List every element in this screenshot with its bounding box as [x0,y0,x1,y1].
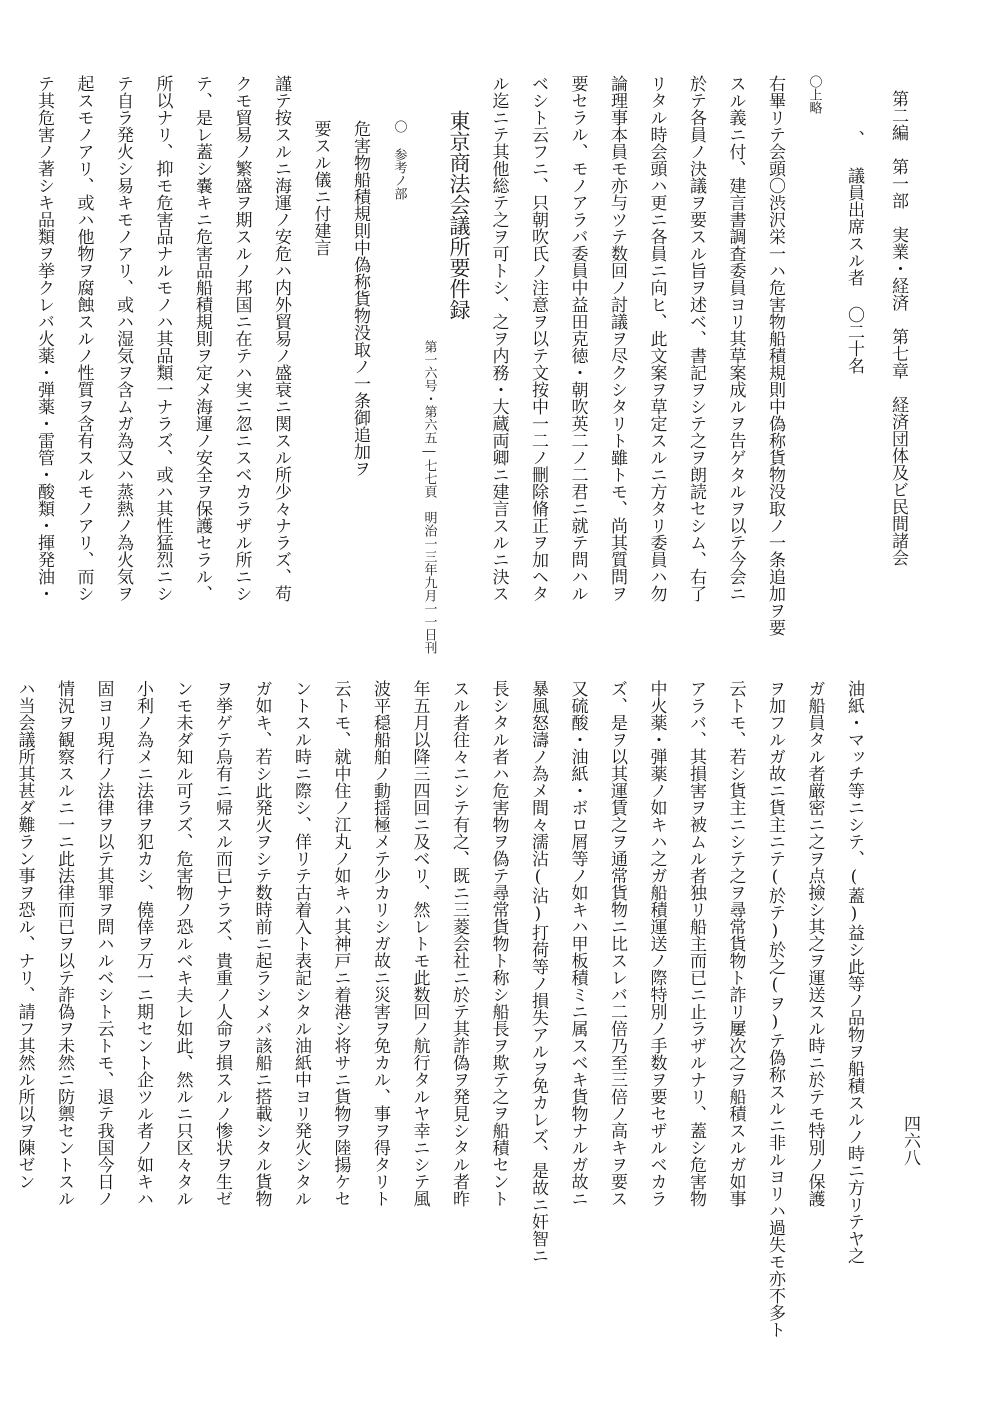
body-line: 又硫酸・油紙・ボロ屑等ノ如キハ甲板積ミニ属スベキ貨物ナルガ故ニ [567,680,588,1207]
source-title: 東京商法会議所要件録 [447,110,471,320]
page-number: 四六八 [900,1115,920,1166]
body-line: ハ当会議所其甚ダ難ラン事ヲ恐ル、ナリ、請フ其然ル所以ヲ陳ゼン [14,680,35,1190]
body-line: 起スモノアリ、或ハ他物ヲ腐蝕スルノ性質ヲ含有スルモノアリ、而シ [73,75,94,602]
body-line: ガ船員タル者厳密ニ之ヲ点撿シ其之ヲ運送スル時ニ於テモ特別ノ保護 [804,680,825,1207]
body-line: 油紙・マッチ等ニシテ、(蓋)益シ此等ノ品物ヲ船積スルノ時ニ方リテヤ之 [844,680,864,1264]
body-line: 波平穏船舶ノ動揺極メテ少カリシガ故ニ災害ヲ免カル、事ヲ得タリト [370,680,390,1207]
body-line: テ、是レ蓋シ嚢キニ危害品船積規則ヲ定メ海運ノ安全ヲ保護セラル、 [192,75,212,602]
body-line: 謹テ按スルニ海運ノ安危ハ内外貿易ノ盛衰ニ関スル所少々ナラズ、苟 [271,75,291,602]
running-header-text: 第二編 第一部 実業・経済 第七章 経済団体及ビ民間諸会 [888,90,908,566]
body-line: 右畢リテ会頭〇渋沢栄一ハ危害物船積規則中偽称貨物没取ノ一条追加ヲ要 [765,75,785,636]
document-title: 危害物船積規則中偽称貨物没取ノ一条御追加ヲ [350,120,370,477]
omission-mark: 〇上略 [806,75,822,114]
body-line: テ其危害ノ著シキ品類ヲ挙クレバ火薬・弾薬・雷管・酸類・揮発油・ [34,75,54,602]
body-line: リタル時会頭ハ更ニ各員ニ向ヒ、此文案ヲ草定スルニ方タリ委員ハ勿 [646,75,667,602]
reference-heading: 〇 参考ノ部 [391,120,407,200]
body-line: 於テ各員ノ決議ヲ要スル旨ヲ述ベ、書記ヲシテ之ヲ朗読セシム、右了 [686,75,706,602]
body-line: ベシト云フニ、只朝吹氏ノ注意ヲ以テ文按中一二ノ刪除脩正ヲ加ヘタ [528,75,548,602]
lower-text-block [14,680,873,1338]
document-title-continued: 要スル儀ニ付建言 [310,120,331,256]
body-line: ヲ挙ゲテ烏有ニ帰スル而已ナラズ、貴重ノ人命ヲ損スルノ惨状ヲ生ゼ [212,680,232,1207]
body-line: 情況ヲ観察スルニ一ニ此法律而已ヲ以テ詐偽ヲ未然ニ防禦セントスル [54,680,74,1207]
body-line: 暴風怒濤ノ為メ間々濡沾(沾)打荷等ノ損失アルヲ免カレズ、是故ニ奸智ニ [528,680,548,1264]
body-line: ズ、是ヲ以其運賃之ヲ通常貨物ニ比スレバ二倍乃至三倍ノ高キヲ要ス [607,680,627,1207]
running-header [873,90,923,660]
body-line: 長シタル者ハ危害物ヲ偽テ尋常貨物ト称シ船長ヲ欺テ之ヲ船積セント [488,680,509,1207]
body-line: 云トモ、就中住ノ江丸ノ如キハ其神戸ニ着港シ将サニ貨物ヲ陸揚ケセ [330,680,351,1207]
body-line: 論理事本員モ亦与ツテ数回ノ討議ヲ尽クシタリト雖トモ、尚其質問ヲ [607,75,627,602]
body-line: 小利ノ為メニ法律ヲ犯カシ、僥倖ヲ万一ニ期セント企ツル者ノ如キハ [133,680,153,1207]
body-line: 所以ナリ、抑モ危害品ナルモノハ其品類一ナラズ、或ハ其性猛烈ニシ [152,75,173,602]
upper-text-block [34,75,873,654]
body-line: ヲ加フルガ故ニ貨主ニテ(於テ)於之(ヲ)テ偽称スルニ非ルヨリハ過失モ亦不多ト [765,680,785,1338]
attendance-line: 、 議員出席スル者 〇二十名 [844,130,864,374]
body-line: スル者往々ニシテ有之、既ニ三菱会社ニ於テ其詐偽ヲ発見シタル者昨 [449,680,469,1207]
body-line: 要セラル、モノアラバ委員中益田克徳・朝吹英二ノ二君ニ就テ問ハル [567,75,588,602]
body-line: テ自ラ発火シ易キモノアリ、或ハ湿気ヲ含ムガ為又ハ蒸熱ノ為火気ヲ [113,75,133,602]
body-line: ガ如キ、若シ此発火ヲシテ数時前ニ起ラシメバ該船ニ搭載シタル貨物 [251,680,272,1207]
body-line: ントスル時ニ際シ、佯リテ古着入ト表記シタル油紙中ヨリ発火シタル [291,680,311,1207]
source-note: 第一六号・第六五―七七頁 明治一三年九月一一日刊 [421,340,437,654]
body-line: クモ貿易ノ繁盛ヲ期スルノ邦国ニ在テハ実ニ忽ニスベカラザル所ニシ [231,75,252,602]
body-line: ル迄ニテ其他総テ之ヲ可トシ、之ヲ内務・大蔵両卿ニ建言スルニ決ス [488,75,509,602]
body-line: ンモ未ダ知ル可ラズ、危害物ノ恐ルベキ夫レ如此、然ルニ只区々タル [172,680,193,1207]
body-line: 中火薬・弾薬ノ如キハ之ガ船積運送ノ際特別ノ手数ヲ要セザルベカラ [646,680,667,1207]
body-line: 云トモ、若シ貨主ニシテ之ヲ尋常貨物ト詐リ屢次之ヲ船積スルガ如事 [725,680,746,1207]
body-line: スル義ニ付、建言書調査委員ヨリ其草案成ルヲ告ゲタルヲ以テ今会ニ [725,75,746,602]
body-line: 年五月以降三四回ニ及ベリ、然レトモ此数回ノ航行タルヤ幸ニシテ風 [409,680,430,1207]
body-line: アラバ、其損害ヲ被ムル者独リ船主而已ニ止ラザルナリ、蓋シ危害物 [686,680,706,1207]
body-line: 固ヨリ現行ノ法律ヲ以テ其罪ヲ問ハルベシト云トモ、退テ我国今日ノ [93,680,114,1207]
